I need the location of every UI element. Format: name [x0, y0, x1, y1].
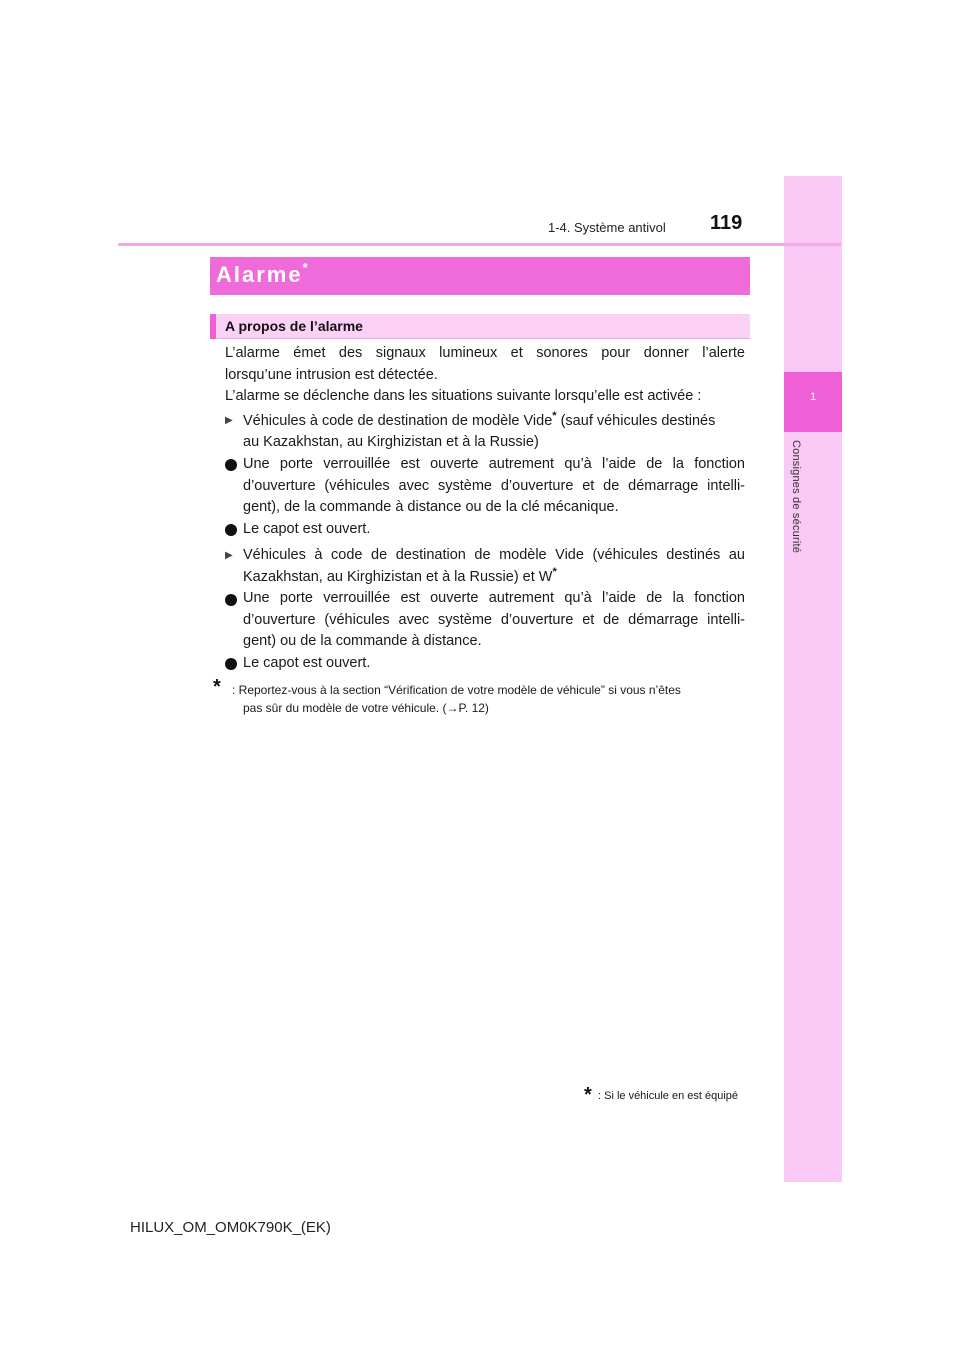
chapter-label: Consignes de sécurité: [790, 440, 802, 554]
group2-heading: Véhicules à code de destination de modèle Vide (véhicules destinés au Kazakhstan, au Kirghizistan et à la Russie) et W*: [243, 547, 745, 585]
title-marker: *: [302, 260, 308, 275]
group1-heading-line-2: au Kazakhstan, au Kirghizistan et à la Russie): [243, 434, 539, 450]
group1-bullet-2: Le capot est ouvert.: [243, 521, 371, 537]
bullet-dot-icon: [225, 594, 237, 606]
page-title: Alarme*: [216, 260, 308, 287]
equipped-marker: *: [584, 1084, 592, 1106]
subtitle-accent: [210, 314, 216, 339]
footnote-line-2: pas sûr du modèle de votre véhicule. (→P. 12): [243, 701, 489, 715]
intro-line-1: L’alarme émet des signaux lumineux et sonores pour donner l’alerte: [225, 345, 745, 361]
chapter-number: 1: [809, 391, 817, 403]
bullet-dot-icon: [225, 658, 237, 670]
group1-heading-line-1: Véhicules à code de destination de modèle Vide* (sauf véhicules destinés: [243, 410, 716, 429]
group1-bullet-1: Une porte verrouillée est ouverte autrement qu’à l’aide de la fonction d’ouverture (véhicules avec système d’ouverture et de démarrage intelli- gent), de la commande à distance ou de la clé mécanique.: [243, 456, 745, 515]
equipped-note: : Si le véhicule en est équipé: [598, 1090, 739, 1102]
group2-bullet-2: Le capot est ouvert.: [243, 655, 371, 671]
footnote-line-1: : Reportez-vous à la section “Vérification de votre modèle de véhicule” si vous n’êtes: [232, 683, 681, 697]
page-number: 119: [710, 212, 743, 234]
intro-paragraph: [225, 343, 745, 408]
intro-line-2: lorsqu’une intrusion est détectée.: [225, 366, 438, 383]
document-footer: HILUX_OM_OM0K790K_(EK): [130, 1219, 331, 1236]
bullet-dot-icon: [225, 459, 237, 471]
section-reference: 1-4. Système antivol: [548, 220, 666, 235]
triangle-bullet-icon: ▶: [225, 550, 233, 561]
intro-line-3: L’alarme se déclenche dans les situations suivante lorsqu’elle est activée :: [225, 388, 702, 404]
bullet-dot-icon: [225, 524, 237, 536]
triangle-bullet-icon: ▶: [225, 415, 233, 426]
chapter-tab-strip: [784, 176, 842, 1182]
subtitle: A propos de l’alarme: [225, 318, 363, 334]
footnote-marker: *: [213, 676, 221, 698]
header-divider: [118, 243, 841, 246]
group2-bullet-1: Une porte verrouillée est ouverte autrement qu’à l’aide de la fonction d’ouverture (véhicules avec système d’ouverture et de démarrage intelli- gent) ou de la commande à distance.: [243, 590, 745, 649]
